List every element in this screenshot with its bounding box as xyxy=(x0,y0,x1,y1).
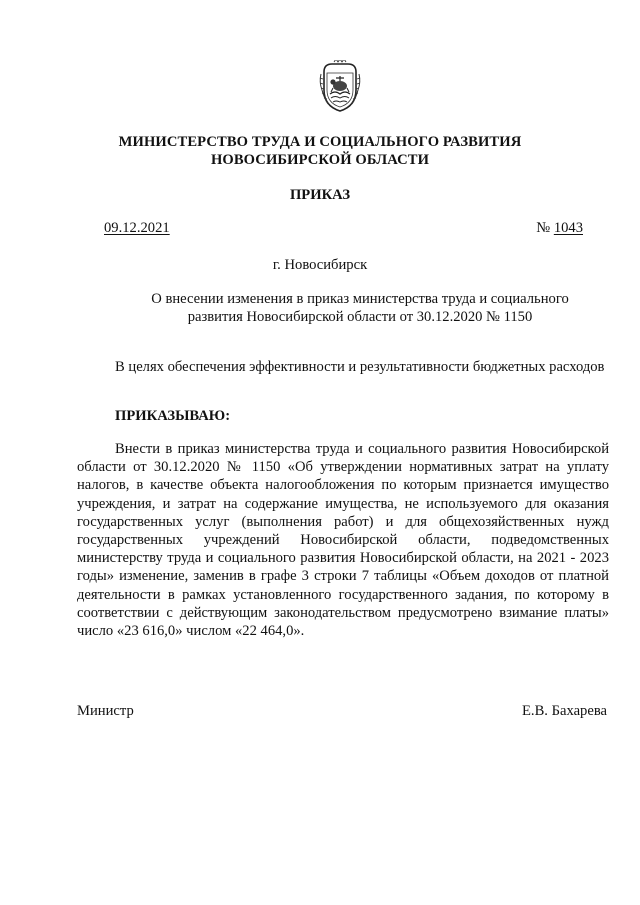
order-number-value: 1043 xyxy=(553,220,583,236)
signatory-title: Министр xyxy=(77,703,134,719)
order-number-sign: № xyxy=(536,220,551,236)
signatory-name: Е.В. Бахарева xyxy=(522,703,607,719)
order-subject: О внесении изменения в приказ министерства труда и социального развития Новосибирской области от 30.12.2020 № 1150 xyxy=(151,291,569,325)
preamble-paragraph: В целях обеспечения эффективности и результативности бюджетных расходов xyxy=(115,359,605,375)
order-verb-heading: ПРИКАЗЫВАЮ: xyxy=(115,408,231,424)
issue-city: г. Новосибирск xyxy=(272,257,368,273)
order-date: 09.12.2021 xyxy=(104,220,170,236)
order-type-heading: ПРИКАЗ xyxy=(289,187,351,203)
order-body-paragraph: Внести в приказ министерства труда и социального развития Новосибирской области от 30.12.2020 № 1150 «Об утверждении нормативных затрат на уплату налогов, в качестве объекта налогообложения по которым признается имущество учреждения, и затрат на содержание имущества, не используемого для оказания государственных услуг (выполнения работ) и для общехозяйственных нужд государственных учреждений Новосибирской области, подведомственных министерству труда и социального развития Новосибирской области, на 2021 - 2023 годы» изменение, заменив в графе 3 строки 7 таблицы «Объем доходов от платной деятельности в рамках установленного государственного задания, по которому в соответствии с действующим законодательством предусмотрено взимание платы» число «23 616,0» числом «22 464,0». xyxy=(77,441,609,640)
order-number xyxy=(536,219,583,237)
ministry-name-line1: МИНИСТЕРСТВО ТРУДА И СОЦИАЛЬНОГО РАЗВИТИЯ xyxy=(118,134,522,150)
ministry-name-line2: НОВОСИБИРСКОЙ ОБЛАСТИ xyxy=(210,152,430,168)
ministry-name xyxy=(60,133,580,169)
coat-of-arms-icon xyxy=(317,60,363,114)
